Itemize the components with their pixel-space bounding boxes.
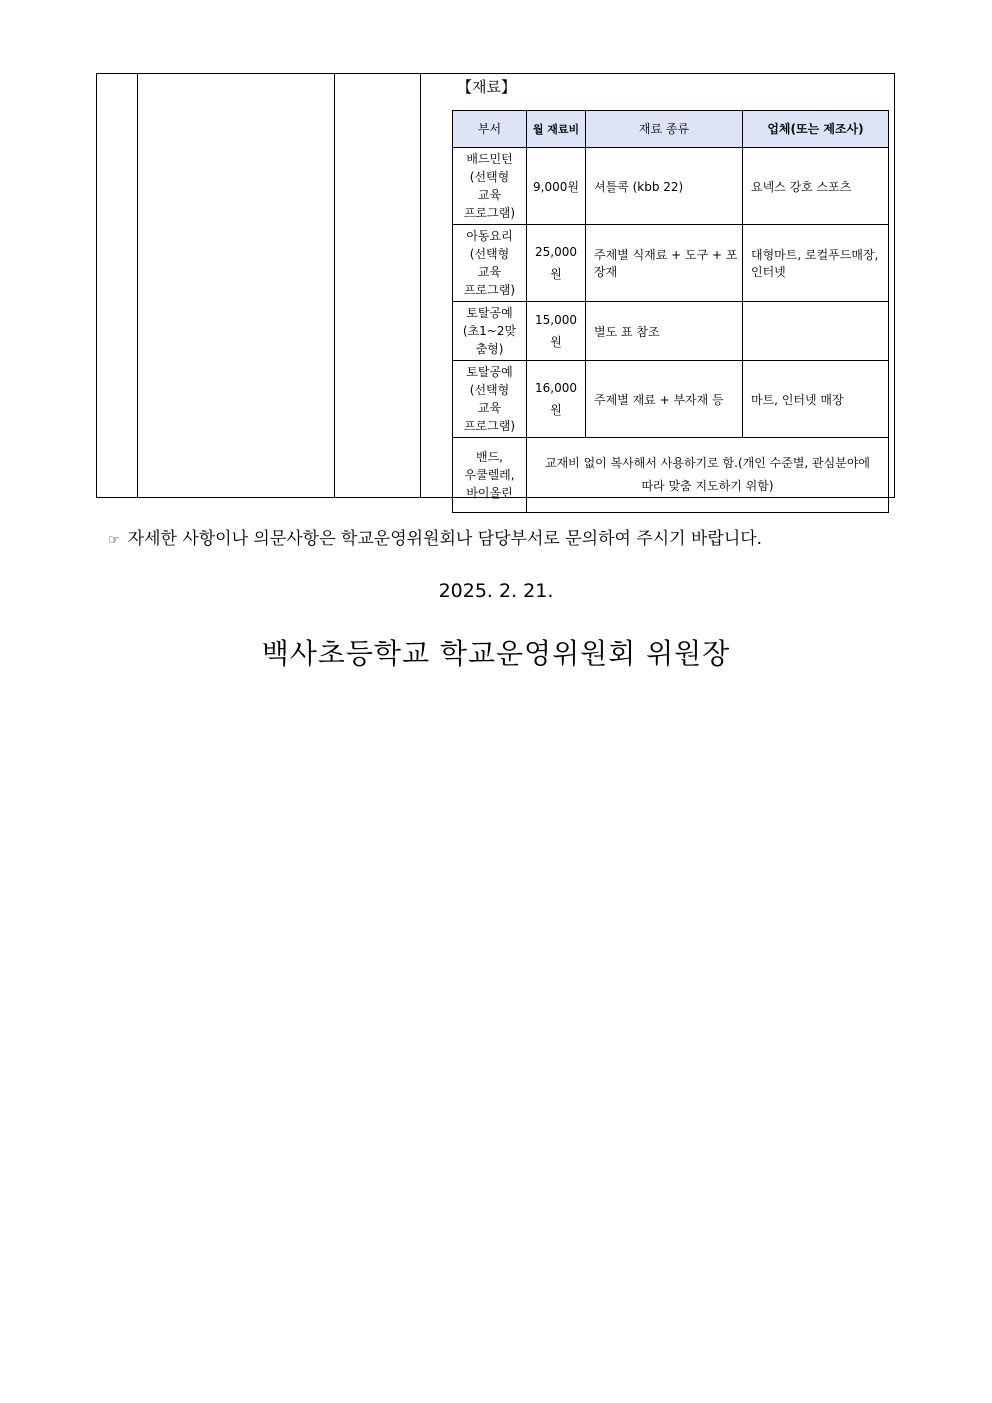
dept-line: 교육 (477, 188, 502, 202)
dept-line: 춤형) (475, 342, 504, 356)
header-cost-label: 월 재료비 (532, 122, 580, 136)
table-row (453, 302, 889, 361)
dept-line: 토탈공예 (466, 306, 513, 320)
cost-cell (527, 361, 586, 438)
cost-line: 25,000 (535, 245, 577, 259)
note-cell (527, 438, 889, 513)
dept-cell (453, 361, 527, 438)
column-divider (334, 74, 335, 497)
cost-cell (527, 225, 586, 302)
cost-line: 9,000원 (533, 179, 579, 194)
dept-line: (선택형 (469, 247, 510, 261)
dept-line: (선택형 (469, 383, 510, 397)
dept-cell (453, 438, 527, 513)
dept-line: 밴드, (476, 450, 503, 464)
signature-line: 백사초등학교 학교운영위원회 위원장 (261, 637, 731, 670)
dept-cell (453, 148, 527, 225)
note-line: 교재비 없이 복사해서 사용하기로 함.(개인 수준별, 관심분야에 (545, 456, 870, 470)
vendor-cell (743, 302, 889, 361)
vendor-cell: 요넥스 강호 스포츠 (743, 148, 889, 225)
header-cost (527, 111, 586, 148)
dept-line: 프로그램) (463, 419, 516, 433)
dept-line: 프로그램) (463, 283, 516, 297)
dept-line: (초1~2맞 (462, 324, 517, 338)
notice-text: 자세한 사항이나 의문사항은 학교운영위원회나 담당부서로 문의하여 주시기 바랍니다. (127, 529, 763, 549)
vendor-cell: 마트, 인터넷 매장 (743, 361, 889, 438)
header-material: 재료 종류 (586, 111, 743, 148)
table-header-row (453, 111, 889, 148)
material-cell: 주제별 재료 + 부자재 등 (586, 361, 743, 438)
cost-cell (527, 148, 586, 225)
material-cell: 셔틀콕 (kbb 22) (586, 148, 743, 225)
dept-cell (453, 302, 527, 361)
table-row (453, 361, 889, 438)
dept-line: 프로그램) (463, 206, 516, 220)
cost-line: 15,000 (535, 313, 577, 327)
table-row (453, 438, 889, 513)
dept-line: 우쿨렐레, (464, 468, 515, 482)
cost-line: 16,000 (535, 381, 577, 395)
note-line: 따라 맞춤 지도하기 위함) (641, 479, 774, 493)
cost-cell (527, 302, 586, 361)
document-date: 2025. 2. 21. (438, 580, 554, 602)
material-cell: 주제별 식재료 + 도구 + 포장재 (586, 225, 743, 302)
table-row (453, 225, 889, 302)
dept-line: (선택형 (469, 170, 510, 184)
column-divider (420, 74, 421, 497)
dept-line: 배드민턴 (466, 152, 513, 166)
cost-line: 원 (550, 335, 562, 349)
header-dept: 부서 (453, 111, 527, 148)
dept-cell (453, 225, 527, 302)
dept-line: 아동요리 (466, 229, 513, 243)
table-row (453, 148, 889, 225)
pointing-hand-icon: ☞ (108, 533, 120, 548)
dept-line: 교육 (477, 401, 502, 415)
header-vendor: 업체(또는 제조사) (743, 111, 889, 148)
dept-line: 바이올린 (466, 486, 513, 500)
materials-table (452, 110, 889, 513)
column-divider (137, 74, 138, 497)
dept-line: 토탈공예 (466, 365, 513, 379)
cost-line: 원 (550, 403, 562, 417)
dept-line: 교육 (477, 265, 502, 279)
notice-line (108, 524, 762, 549)
cost-line: 원 (550, 267, 562, 281)
vendor-cell: 대형마트, 로컬푸드매장, 인터넷 (743, 225, 889, 302)
material-cell: 별도 표 참조 (586, 302, 743, 361)
section-label: 【재료】 (457, 78, 516, 96)
